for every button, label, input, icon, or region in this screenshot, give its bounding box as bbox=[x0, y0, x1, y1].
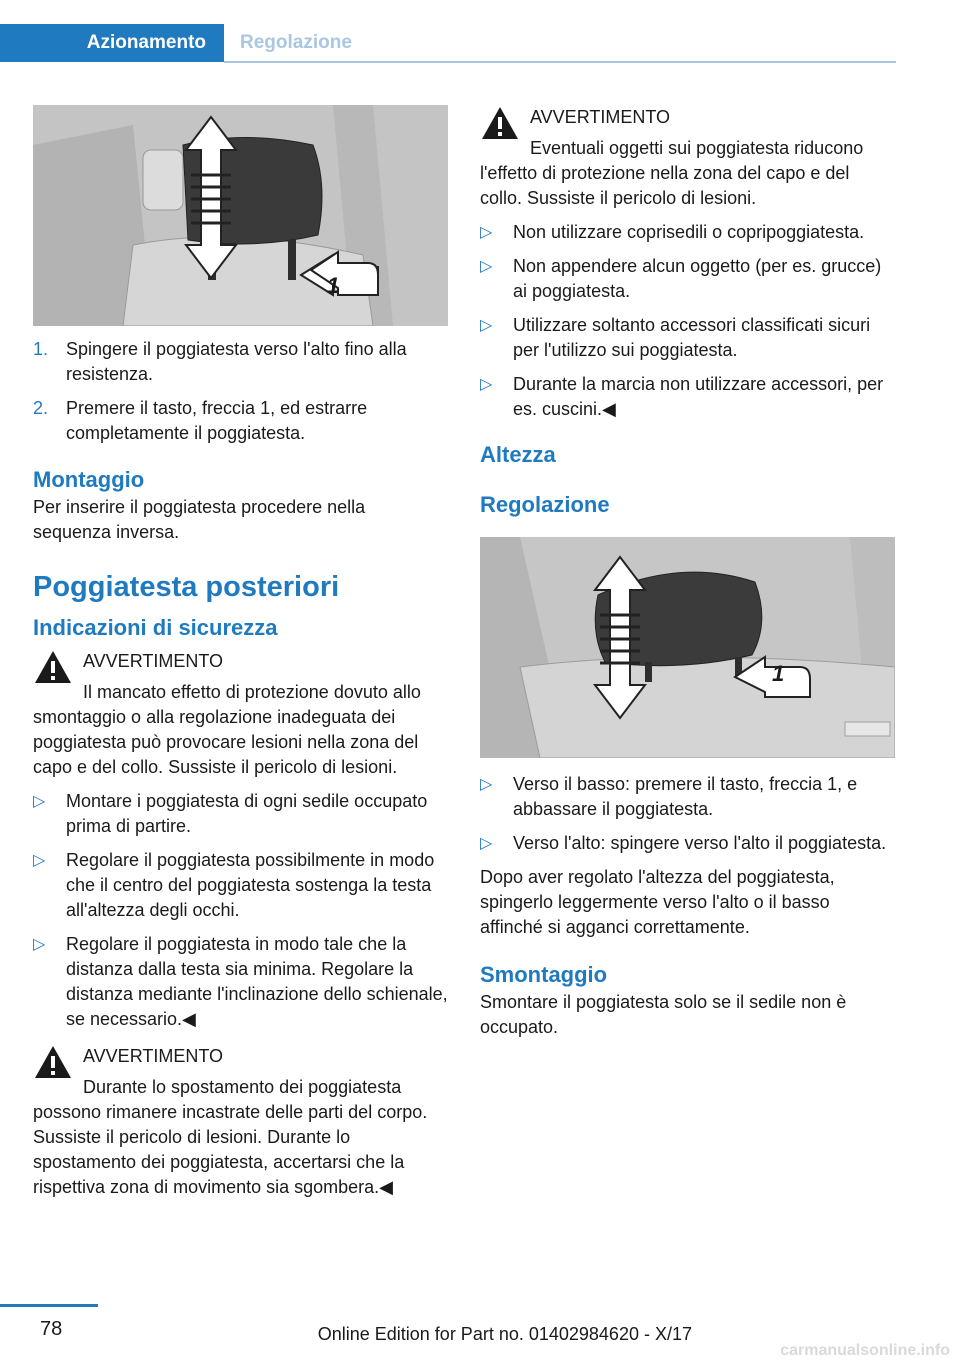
heading-regolazione: Regolazione bbox=[480, 492, 610, 517]
triangle-bullet-icon: ▷ bbox=[480, 317, 493, 334]
heading-smontaggio: Smontaggio bbox=[480, 962, 608, 987]
bullet-text: Durante la marcia non utilizzare accessori, per es. cuscini.◀ bbox=[513, 374, 884, 419]
warning-text: Il mancato effetto di protezione dovuto allo smontaggio o alla regolazione inadeguata dei poggiatesta può provocare lesioni nella zona del capo e del collo. Sussiste il pericolo di lesioni. bbox=[33, 682, 421, 777]
figure-headrest-rear bbox=[480, 537, 895, 758]
list-item bbox=[480, 254, 895, 304]
warning-box bbox=[33, 1044, 448, 1200]
list-item bbox=[33, 396, 448, 446]
bullet-list bbox=[480, 220, 895, 422]
bullet-list bbox=[480, 772, 895, 856]
bullet-text: Regolare il poggiatesta in modo tale che la distanza dalla testa sia minima. Regolare la distanza mediante l'inclinazione dello schienale, se necessario.◀ bbox=[66, 934, 448, 1029]
list-item bbox=[33, 932, 448, 1032]
bullet-text: Verso il basso: premere il tasto, freccia 1, e abbassare il poggiatesta. bbox=[513, 774, 858, 819]
bullet-text: Verso l'alto: spingere verso l'alto il poggiatesta. bbox=[513, 833, 887, 853]
warning-triangle-icon bbox=[33, 649, 73, 685]
tab-regolazione[interactable]: Regolazione bbox=[240, 32, 352, 53]
header-divider bbox=[224, 61, 896, 63]
page-number: 78 bbox=[40, 1318, 63, 1340]
triangle-bullet-icon: ▷ bbox=[33, 852, 46, 869]
headrest-rear-illustration bbox=[480, 537, 895, 758]
warning-box bbox=[480, 105, 895, 211]
warning-box bbox=[33, 649, 448, 780]
warning-text: Eventuali oggetti sui poggiatesta riducono l'effetto di protezione nella zona del capo e del collo. Sussiste il pericolo di lesioni. bbox=[480, 138, 864, 208]
steps-list bbox=[33, 337, 448, 446]
list-item bbox=[33, 337, 448, 387]
warning-label: AVVERTIMENTO bbox=[83, 1046, 224, 1066]
triangle-bullet-icon: ▷ bbox=[480, 224, 493, 241]
triangle-bullet-icon: ▷ bbox=[33, 793, 46, 810]
triangle-bullet-icon: ▷ bbox=[33, 936, 46, 953]
triangle-bullet-icon: ▷ bbox=[480, 376, 493, 393]
figure-callout-1: 1 bbox=[772, 661, 785, 686]
triangle-bullet-icon: ▷ bbox=[480, 835, 493, 852]
bullet-text: Utilizzare soltanto accessori classificati sicuri per l'utilizzo sui poggiatesta. bbox=[513, 315, 871, 360]
left-column bbox=[33, 105, 448, 1200]
warning-triangle-icon bbox=[33, 1044, 73, 1080]
heading-montaggio: Montaggio bbox=[33, 467, 145, 492]
step-number: 2. bbox=[33, 398, 49, 418]
warning-triangle-icon bbox=[480, 105, 520, 141]
figure-callout-1: 1 bbox=[327, 273, 340, 298]
heading-safety: Indicazioni di sicurezza bbox=[33, 615, 278, 640]
warning-label: AVVERTIMENTO bbox=[530, 107, 671, 127]
step-text: Premere il tasto, freccia 1, ed estrarre completamente il poggiatesta. bbox=[66, 398, 368, 443]
triangle-bullet-icon: ▷ bbox=[480, 776, 493, 793]
smontaggio-text: Smontare il poggiatesta solo se il sedile non è occupato. bbox=[480, 992, 847, 1037]
bullet-list bbox=[33, 789, 448, 1032]
bullet-text: Montare i poggiatesta di ogni sedile occupato prima di partire. bbox=[66, 791, 428, 836]
tab-azionamento[interactable]: Azionamento bbox=[0, 24, 224, 62]
bullet-text: Regolare il poggiatesta possibilmente in modo che il centro del poggiatesta sostenga la testa all'altezza degli occhi. bbox=[66, 850, 435, 920]
footer-divider bbox=[0, 1304, 98, 1307]
edition-text: Online Edition for Part no. 01402984620 - X/17 bbox=[317, 1324, 692, 1344]
bullet-text: Non utilizzare coprisedili o copripoggiatesta. bbox=[513, 222, 865, 242]
triangle-bullet-icon: ▷ bbox=[480, 258, 493, 275]
watermark: carmanualsonline.info bbox=[780, 1342, 950, 1359]
list-item bbox=[33, 789, 448, 839]
adjustment-note: Dopo aver regolato l'altezza del poggiatesta, spingerlo leggermente verso l'alto o il basso affinché si agganci correttamente. bbox=[480, 867, 835, 937]
montaggio-text: Per inserire il poggiatesta procedere nella sequenza inversa. bbox=[33, 497, 366, 542]
section-title: Poggiatesta posteriori bbox=[33, 571, 340, 603]
list-item bbox=[480, 831, 895, 856]
warning-label: AVVERTIMENTO bbox=[83, 651, 224, 671]
warning-text: Durante lo spostamento dei poggiatesta possono rimanere incastrate delle parti del corpo. Sussiste il pericolo di lesioni. Durante lo spostamento dei poggiatesta, accertarsi che la rispettiva zona di movimento sia sgombera.◀ bbox=[33, 1077, 428, 1197]
step-number: 1. bbox=[33, 339, 49, 359]
step-text: Spingere il poggiatesta verso l'alto fino alla resistenza. bbox=[66, 339, 407, 384]
list-item bbox=[480, 313, 895, 363]
list-item bbox=[480, 372, 895, 422]
bullet-text: Non appendere alcun oggetto (per es. grucce) ai poggiatesta. bbox=[513, 256, 882, 301]
figure-headrest-front bbox=[33, 105, 448, 326]
heading-altezza: Altezza bbox=[480, 442, 556, 467]
list-item bbox=[33, 848, 448, 923]
right-column bbox=[480, 105, 895, 1040]
headrest-front-illustration bbox=[33, 105, 448, 326]
list-item bbox=[480, 772, 895, 822]
list-item bbox=[480, 220, 895, 245]
